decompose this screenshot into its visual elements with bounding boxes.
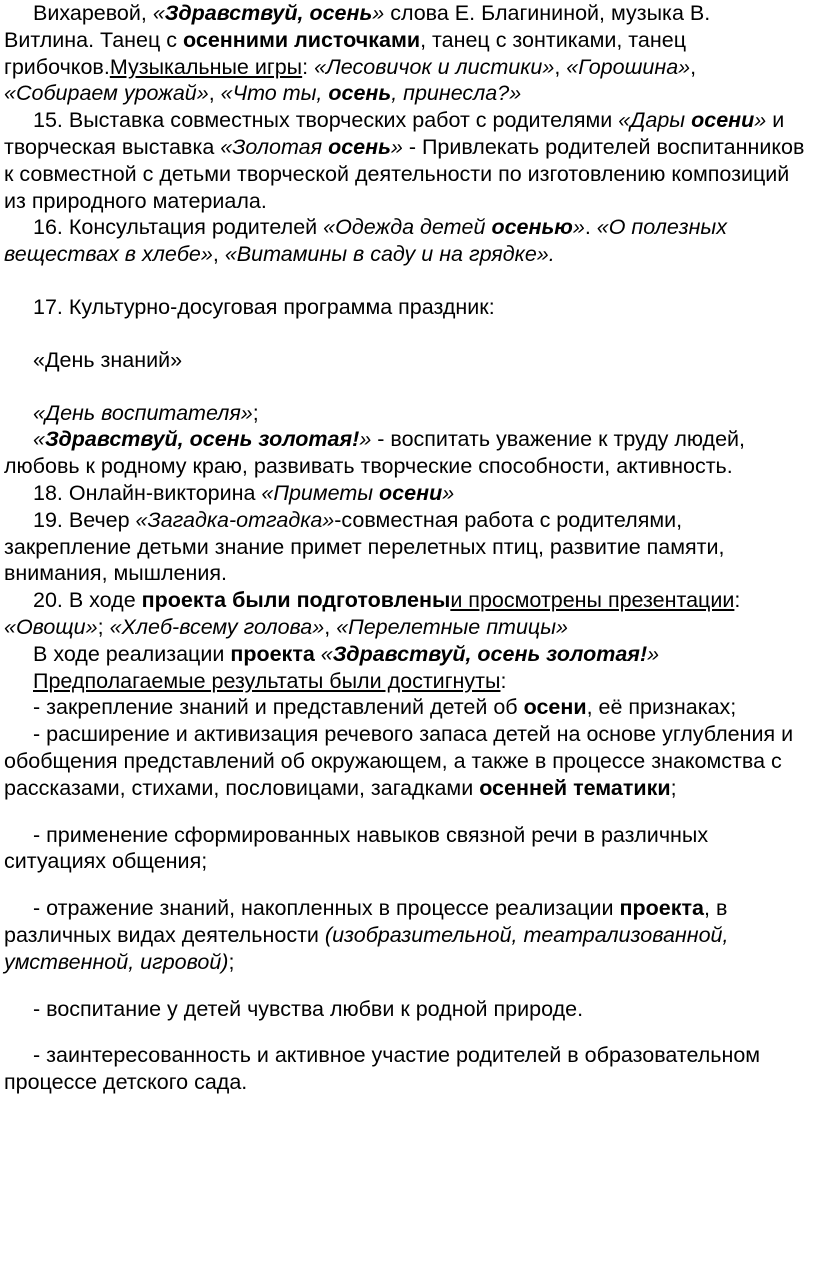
text: «: [33, 427, 45, 452]
result-item: - воспитание у детей чувства любви к родной природе.: [33, 996, 584, 1021]
text: и творческая выставка: [4, 108, 785, 159]
text: В ходе реализации: [33, 641, 231, 666]
result-item: - заинтересованность и активное участие родителей в образовательном процессе детского сада.: [4, 1043, 761, 1095]
presentation-title: «Перелетные птицы»: [336, 614, 568, 639]
consultation-title: «О полезных веществах в хлебе»: [4, 215, 727, 267]
text: ;: [228, 949, 235, 974]
presentation-title: «Овощи»: [4, 614, 98, 639]
text: »: [372, 1, 385, 25]
game-title: «Лесовичок и листики»: [314, 54, 555, 79]
text: - отражение знаний, накопленных в процессе реализации: [33, 896, 620, 921]
text: 18. Онлайн-викторина: [33, 480, 262, 505]
paragraph-item-17: 17. Культурно-досуговая программа праздник:: [33, 294, 495, 319]
result-item: [4, 895, 806, 975]
text: :: [734, 588, 741, 613]
spacer: [4, 1022, 806, 1042]
text: »: [754, 108, 767, 133]
holiday-title: «День воспитателя»: [33, 400, 253, 425]
text: ;: [252, 400, 259, 425]
text: 20. В ходе: [33, 588, 142, 613]
text: 15. Выставка совместных творческих работ с родителями: [33, 108, 619, 133]
consultation-title-bold: осенью: [491, 215, 573, 240]
bold-text: проекта: [619, 896, 704, 921]
game-title: «Что ты,: [220, 81, 329, 106]
text: ,: [212, 242, 225, 267]
consultation-title: «Витамины в саду и на грядке»: [224, 242, 549, 267]
text: - расширение и активизация речевого запаса детей на основе углубления и обобщения представлений об окружающем, а также в процессе знакомства с рассказами, стихами, пословицами, загадками: [4, 722, 794, 800]
text: Вихаревой,: [33, 1, 153, 25]
result-item: [4, 694, 806, 721]
exhibition-title: «Дары: [618, 108, 692, 133]
text: , её признаках;: [586, 695, 737, 720]
text: »: [647, 641, 660, 666]
bold-text: проекта были подготовлены: [141, 588, 451, 613]
bold-text: осенними листочками: [183, 27, 421, 52]
consultation-title: «Одежда детей: [323, 215, 492, 240]
text: :: [500, 668, 507, 693]
result-item: - применение сформированных навыков связной речи в различных ситуациях общения;: [4, 822, 709, 874]
paragraph-item-19: [4, 507, 806, 587]
text: слова Е. Благининой, музыка В. Витлина. Танец с: [4, 1, 711, 52]
text: .: [584, 215, 597, 240]
text: - закрепление знаний и представлений детей об: [33, 695, 524, 720]
text: ;: [670, 775, 677, 800]
holiday-teacher-day: [4, 400, 806, 427]
paragraph-music-program: [4, 0, 806, 107]
bold-text: проекта: [230, 641, 315, 666]
italic-text: (изобразительной, театрализованной, умственной, игровой): [4, 922, 729, 974]
text: ,: [208, 81, 221, 106]
quiz-title-bold: осени: [379, 480, 443, 505]
song-title: Здравствуй, осень: [164, 1, 373, 25]
text: .: [548, 242, 555, 267]
text: - воспитать уважение к труду людей, любовь к родному краю, развивать творческие способности, активность.: [4, 427, 746, 479]
text: ;: [97, 614, 110, 639]
paragraph-project-summary: [4, 641, 806, 668]
text: :: [302, 54, 315, 79]
project-title-bold: Здравствуй, осень золотая!: [332, 641, 648, 666]
text: 16. Консультация родителей: [33, 215, 324, 240]
text: -совместная работа с родителями, закрепление детьми знание примет перелетных птиц, развитие памяти, внимания, мышления.: [4, 507, 725, 586]
spacer: [4, 976, 806, 996]
game-title: «Собираем урожай»: [4, 81, 209, 106]
text: »: [442, 480, 455, 505]
exhibition-title-bold: осень: [328, 134, 391, 159]
holiday-knowledge-day: «День знаний»: [33, 347, 183, 372]
game-title: «Горошина»: [566, 54, 691, 79]
text: , танец с зонтиками, танец грибочков.: [4, 27, 687, 79]
game-title: , принесла?»: [391, 81, 522, 106]
text: ,: [690, 54, 697, 79]
game-title-bold: осень: [328, 81, 392, 106]
bold-text: осени: [523, 695, 587, 720]
spacer: [4, 268, 806, 294]
paragraph-item-20: [4, 587, 806, 641]
underlined-text: Предполагаемые результаты были достигнуты: [33, 668, 501, 693]
text: - Привлекать родителей воспитанников к совместной с детьми творческой деятельности по изготовлению композиций из природного материала.: [4, 134, 805, 213]
paragraph-item-16: [4, 214, 806, 268]
text: , в различных видах деятельности: [4, 896, 728, 947]
results-heading: [4, 668, 806, 695]
underlined-text: и просмотрены презентации: [450, 588, 735, 613]
holiday-golden-autumn: [4, 426, 806, 480]
text: »: [390, 134, 403, 159]
text: «: [152, 1, 165, 25]
paragraph-item-15: [4, 107, 806, 214]
text: »: [359, 427, 372, 452]
text: 19. Вечер: [33, 507, 136, 532]
spacer: [4, 875, 806, 895]
text: »: [572, 215, 585, 240]
result-item: [4, 721, 806, 801]
spacer: [4, 802, 806, 822]
quiz-title: «Приметы: [261, 480, 380, 505]
underlined-text: Музыкальные игры: [109, 54, 303, 79]
text: ,: [554, 54, 567, 79]
spacer: [4, 321, 806, 347]
holiday-title-bold: Здравствуй, осень золотая!: [44, 427, 360, 452]
spacer: [4, 374, 806, 400]
text: «: [320, 641, 333, 666]
exhibition-title: «Золотая: [220, 134, 329, 159]
paragraph-item-18: [4, 480, 806, 507]
evening-title: «Загадка-отгадка»: [135, 507, 335, 532]
exhibition-title-bold: осени: [691, 108, 755, 133]
text: ,: [324, 614, 337, 639]
bold-text: осенней тематики: [479, 775, 671, 800]
presentation-title: «Хлеб-всему голова»: [109, 614, 325, 639]
